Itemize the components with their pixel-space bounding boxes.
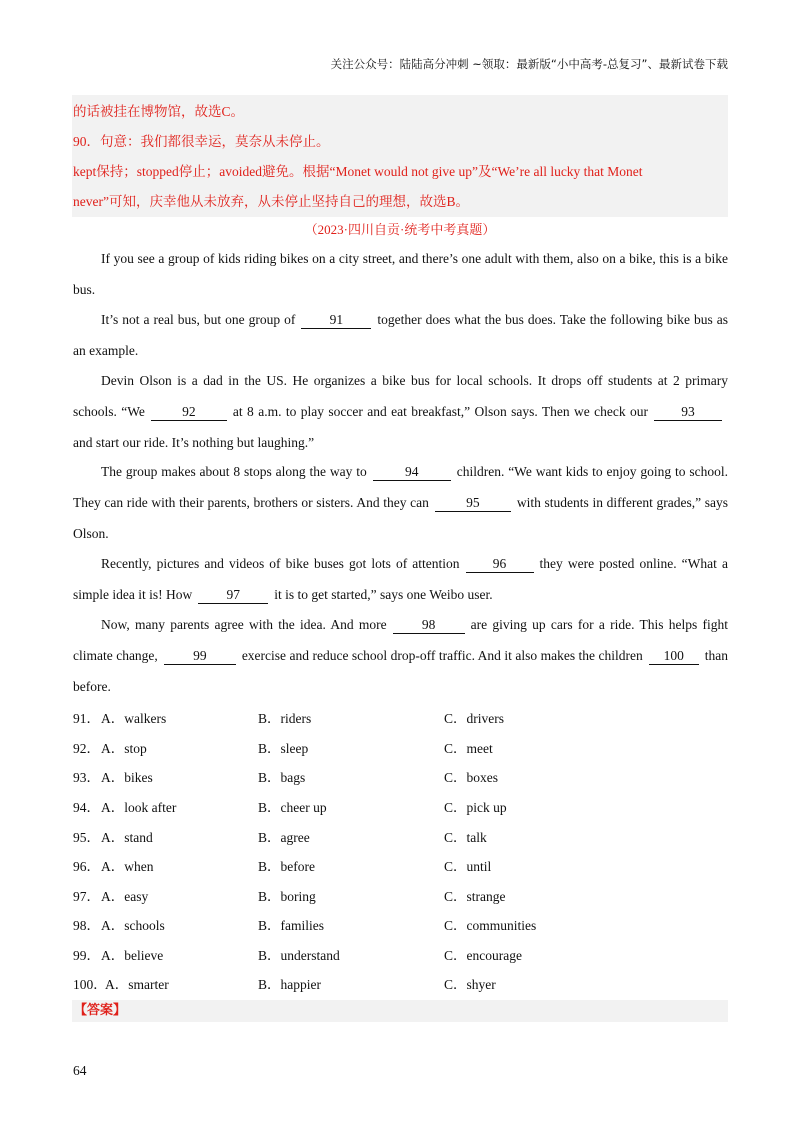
blank-91[interactable]: 91 — [301, 312, 371, 329]
blank-100[interactable]: 100 — [649, 648, 699, 665]
option-c[interactable]: C．encourage — [444, 948, 522, 963]
option-a[interactable]: A．believe — [101, 948, 164, 963]
option-b[interactable]: B．families — [258, 918, 324, 933]
paragraph-5: Recently, pictures and videos of bike buses got lots of attention 96 they were posted online. “What a simple idea it is! How 97 it is to get started,” says one Weibo user. — [73, 556, 728, 602]
answer-line-4: never”可知，庆幸他从未放弃，从未停止坚持自己的理想，故选B。 — [73, 194, 469, 209]
option-c[interactable]: C．communities — [444, 918, 537, 933]
option-b[interactable]: B．riders — [258, 711, 312, 726]
option-number: 95． — [73, 830, 100, 845]
option-number: 99． — [73, 948, 100, 963]
option-row-96 — [73, 855, 728, 875]
option-c[interactable]: C．until — [444, 859, 492, 874]
paragraph-2: It’s not a real bus, but one group of 91 together does what the bus does. Take the following bike bus as an example. — [73, 312, 728, 358]
option-b[interactable]: B．understand — [258, 948, 340, 963]
paragraph-4: The group makes about 8 stops along the way to 94 children. “We want kids to enjoy going to school. They can ride with their parents, brothers or sisters. And they can 95 with students in different grades,” says Olson. — [73, 464, 728, 541]
paragraph-6: Now, many parents agree with the idea. And more 98 are giving up cars for a ride. This helps fight climate change, 99 exercise and reduce school drop-off traffic. And it also makes the children 100 than before. — [73, 617, 728, 694]
option-number: 97． — [73, 889, 100, 904]
page-number: 64 — [73, 1063, 87, 1078]
blank-93[interactable]: 93 — [654, 404, 722, 421]
option-row-91 — [73, 707, 728, 727]
answer-line-1: 的话被挂在博物馆，故选C。 — [73, 104, 245, 119]
option-a[interactable]: A．bikes — [101, 770, 153, 785]
option-number: 96． — [73, 859, 100, 874]
option-c[interactable]: C．talk — [444, 830, 487, 845]
option-number: 100． — [73, 977, 107, 992]
blank-95[interactable]: 95 — [435, 495, 511, 512]
option-a[interactable]: A．schools — [101, 918, 165, 933]
option-c[interactable]: C．meet — [444, 741, 493, 756]
option-c[interactable]: C．shyer — [444, 977, 496, 992]
option-a[interactable]: A．smarter — [105, 977, 169, 992]
paragraph-1: If you see a group of kids riding bikes on a city street, and there’s one adult with them, also on a bike, this is a bike bus. — [73, 251, 728, 297]
option-row-98 — [73, 914, 728, 934]
option-b[interactable]: B．happier — [258, 977, 321, 992]
blank-92[interactable]: 92 — [151, 404, 227, 421]
option-row-94 — [73, 796, 728, 816]
option-number: 94． — [73, 800, 100, 815]
blank-94[interactable]: 94 — [373, 464, 451, 481]
option-number: 91． — [73, 711, 100, 726]
answer-line-2: 90．句意：我们都很幸运，莫奈从未停止。 — [73, 134, 330, 149]
option-b[interactable]: B．before — [258, 859, 315, 874]
option-a[interactable]: A．walkers — [101, 711, 167, 726]
option-c[interactable]: C．pick up — [444, 800, 507, 815]
option-a[interactable]: A．stand — [101, 830, 153, 845]
blank-98[interactable]: 98 — [393, 617, 465, 634]
option-row-95 — [73, 826, 728, 846]
option-c[interactable]: C．drivers — [444, 711, 504, 726]
option-b[interactable]: B．agree — [258, 830, 310, 845]
option-a[interactable]: A．stop — [101, 741, 147, 756]
option-a[interactable]: A．when — [101, 859, 154, 874]
option-row-97 — [73, 885, 728, 905]
blank-97[interactable]: 97 — [198, 587, 268, 604]
option-row-100 — [73, 973, 728, 993]
option-c[interactable]: C．strange — [444, 889, 506, 904]
option-number: 92． — [73, 741, 100, 756]
option-row-92 — [73, 737, 728, 757]
option-number: 93． — [73, 770, 100, 785]
option-b[interactable]: B．boring — [258, 889, 316, 904]
paragraph-3: Devin Olson is a dad in the US. He organizes a bike bus for local schools. It drops off students at 2 primary schools. “We 92 at 8 a.m. to play soccer and eat breakfast,” Olson says. Then we check our 93and start our ride. It’s nothing but laughing.” — [73, 373, 728, 450]
option-a[interactable]: A．easy — [101, 889, 149, 904]
option-c[interactable]: C．boxes — [444, 770, 498, 785]
option-b[interactable]: B．sleep — [258, 741, 309, 756]
option-number: 98． — [73, 918, 100, 933]
blank-99[interactable]: 99 — [164, 648, 236, 665]
option-row-99 — [73, 944, 728, 964]
answer-label: 【答案】 — [72, 1000, 728, 1022]
question-source: （2023·四川自贡·统考中考真题） — [304, 222, 496, 237]
option-b[interactable]: B．bags — [258, 770, 306, 785]
option-row-93 — [73, 766, 728, 786]
page-header: 关注公众号：陆陆高分冲刺 ~领取：最新版“小中高考-总复习”、最新试卷下载 — [330, 57, 728, 71]
option-a[interactable]: A．look after — [101, 800, 177, 815]
answer-line-3: kept保持；stopped停止；avoided避免。根据“Monet would not give up”及“We’re all lucky that Monet — [73, 164, 643, 179]
blank-96[interactable]: 96 — [466, 556, 534, 573]
option-b[interactable]: B．cheer up — [258, 800, 327, 815]
